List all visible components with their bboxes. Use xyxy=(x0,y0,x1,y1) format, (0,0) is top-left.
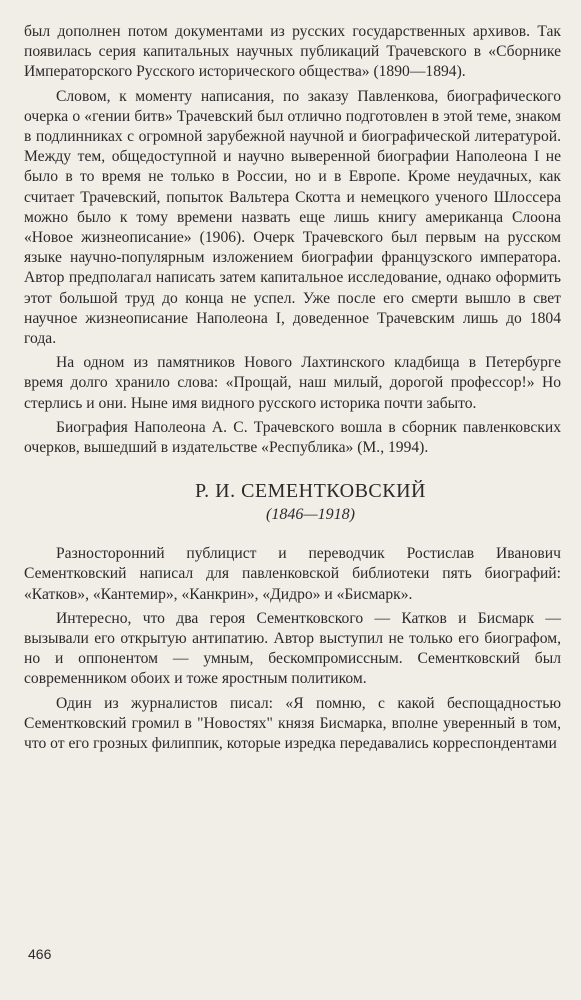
page-number: 466 xyxy=(28,946,52,962)
paragraph-publication-note: Биография Наполеона А. С. Трачевского вошла в сборник павленковских очерков, вышедший в издательстве «Республика» (М., 1994). xyxy=(24,418,561,457)
section-title: Р. И. СЕМЕНТКОВСКИЙ xyxy=(195,480,426,503)
paragraph-quote: Один из журналистов писал: «Я помню, с какой беспощадностью Сементковский громил в "Новостях" князя Бисмарка, вполне уверенный в том, что от его грозных филиппик, которые изредка передавались корреспондентами xyxy=(24,694,561,753)
paragraph-intro: Разносторонний публицист и переводчик Ростислав Иванович Сементковский написал для павленковской библиотеки пять биографий: «Катков», «Кантемир», «Канкрин», «Дидро» и «Бисмарк». xyxy=(24,545,561,603)
paragraph-cemetery: На одном из памятников Нового Лахтинского кладбища в Петербурге время долго хранило слова: «Прощай, наш милый, дорогой профессор!» Но стерлись и они. Ныне имя видного русского историка почти забыто. xyxy=(24,354,561,412)
paragraph-continuation: был дополнен потом документами из русских государственных архивов. Так появилась серия капитальных научных публикаций Трачевского в «Сборнике Императорского Русского исторического общества» (1890—1894). xyxy=(24,23,561,81)
paragraph-heroes: Интересно, что два героя Сементковского — Катков и Бисмарк — вызывали его открытую антипатию. Автор выступил не только его биографом, но и оппонентом — умным, бескомпромиссным. Сементковский был современником обоих и тоже яростным политиком. xyxy=(24,609,561,688)
section-years: (1846—1918) xyxy=(266,506,355,524)
paragraph-biography-preparation: Словом, к моменту написания, по заказу Павленкова, биографического очерка о «гении битв» Трачевский был отлично подготовлен в этой теме, знаком в подлинниках с огромной зарубежной научной и биографической литературой. Между тем, общедоступной и научно выверенной биографии Наполеона I не было в то время не только в России, но и в Европе. Кроме неудачных, как считает Трачевский, попыток Вальтера Скотта и немецкого ученого Шлоссера можно было к тому времени назвать еще лишь книгу американца Слоона «Новое жизнеописание» (1906). Очерк Трачевского был первым на русском языке научно-популярным изложением биографии французского императора. Автор предполагал написать затем капитальное исследование, однако оформить этот большой труд до конца не успел. Уже после его смерти вышло в свет научное жизнеописание Наполеона I, доведенное Трачевским лишь до 1804 года. xyxy=(24,87,561,348)
